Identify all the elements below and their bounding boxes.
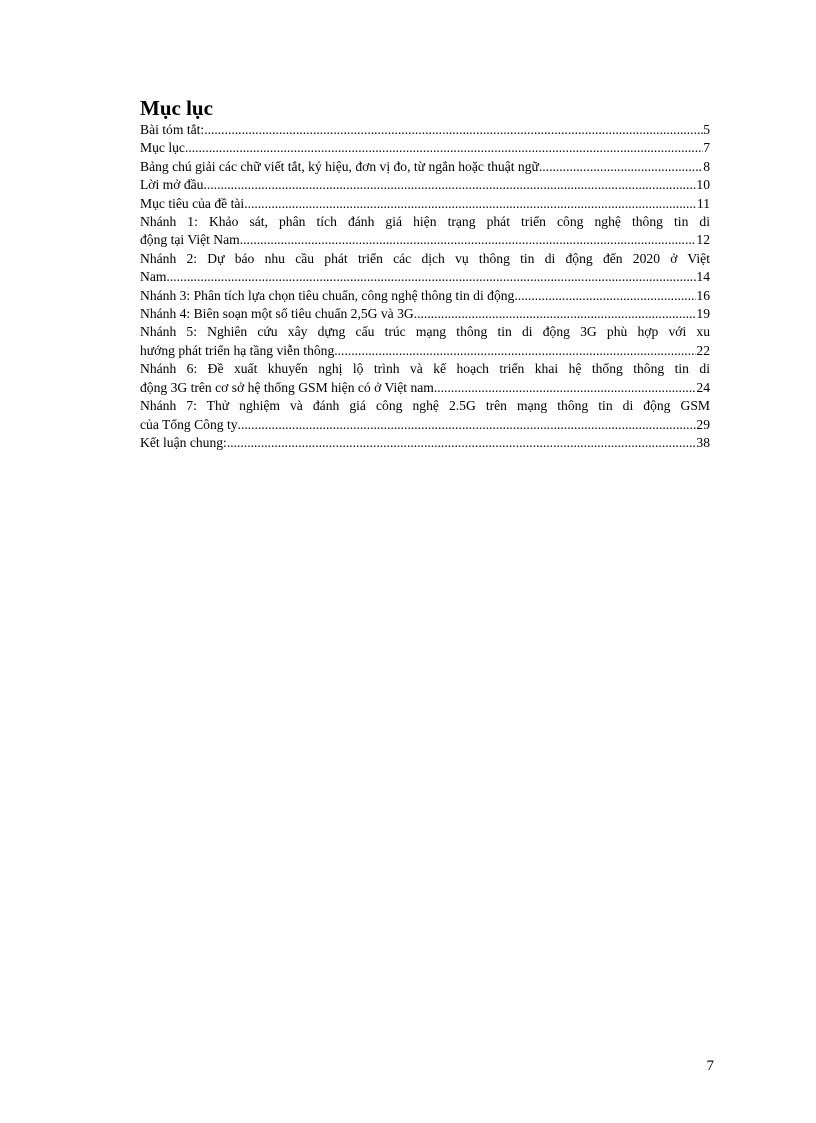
toc-dot-leader	[203, 176, 696, 194]
toc-entry-row	[140, 342, 710, 360]
toc-entry-text: của Tổng Công ty	[140, 416, 238, 432]
toc-dot-leader	[518, 287, 697, 305]
toc-entry[interactable]	[140, 397, 710, 434]
toc-dot-leader	[170, 268, 697, 286]
toc-entry-row	[140, 158, 710, 176]
toc-entry-text: Mục tiêu của đề tài	[140, 195, 245, 211]
toc-dot-leader	[240, 231, 697, 249]
toc-entry-row	[140, 434, 710, 452]
toc-entry-text: động 3G trên cơ sở hệ thống GSM hiện có ở Việt nam.	[140, 379, 438, 395]
toc-title: Mục lục	[140, 96, 213, 120]
toc-entry-first-line: Nhánh 5: Nghiên cứu xây dựng cấu trúc mạng thông tin di động 3G phù hợp với xu	[140, 324, 710, 340]
toc-entry-page: 12	[696, 232, 710, 248]
toc-entry-row	[140, 305, 710, 323]
toc-dot-leader	[539, 158, 703, 176]
toc-entry-page: 14	[696, 269, 710, 285]
toc-entries	[140, 121, 710, 452]
toc-entry-row	[140, 139, 710, 157]
toc-entry-row	[140, 121, 710, 139]
toc-dot-leader	[414, 305, 697, 323]
toc-dot-leader	[437, 379, 696, 397]
toc-entry-row	[140, 416, 710, 434]
toc-entry-text: Bảng chú giải các chữ viết tắt, ký hiệu, đơn vị đo, từ ngắn hoặc thuật ngữ	[140, 158, 539, 174]
toc-entry-text: hướng phát triển hạ tầng viễn thông.	[140, 342, 338, 358]
toc-entry-page: 10	[696, 177, 710, 193]
toc-entry-text: Lời mở đầu	[140, 177, 204, 193]
toc-entry-page: 19	[696, 306, 710, 322]
toc-entry[interactable]	[140, 250, 710, 287]
toc-entry-row	[140, 287, 710, 305]
toc-dot-leader	[338, 342, 697, 360]
toc-entry-text: Kết luận chung:	[140, 434, 227, 450]
toc-entry-page: 5	[703, 122, 710, 137]
toc-entry-text: Nhánh 4: Biên soạn một số tiêu chuẩn 2,5G và 3G	[140, 306, 414, 322]
page-number: 7	[706, 1058, 714, 1074]
toc-dot-leader	[227, 434, 697, 452]
toc-entry-page: 8	[703, 158, 710, 174]
toc-entry[interactable]	[140, 176, 710, 194]
toc-entry-first-line: Nhánh 7: Thử nghiệm và đánh giá công nghệ 2.5G trên mạng thông tin di động GSM	[140, 398, 710, 414]
toc-entry-row	[140, 195, 710, 213]
toc-dot-leader	[244, 195, 697, 213]
toc-entry-row	[140, 176, 710, 194]
table-of-contents	[140, 96, 710, 452]
toc-entry-first-line: Nhánh 6: Đề xuất khuyến nghị lộ trình và kế hoạch triển khai hệ thống thông tin di	[140, 361, 710, 377]
toc-entry-first-line: Nhánh 2: Dự báo nhu cầu phát triển các dịch vụ thông tin di động đến 2020 ở Việt	[140, 250, 710, 266]
toc-entry[interactable]	[140, 360, 710, 397]
toc-dot-leader	[185, 139, 703, 157]
toc-entry[interactable]	[140, 139, 710, 157]
toc-entry-first-line: Nhánh 1: Khảo sát, phân tích đánh giá hiện trạng phát triển công nghệ thông tin di	[140, 214, 710, 230]
toc-entry[interactable]	[140, 323, 710, 360]
toc-entry[interactable]	[140, 158, 710, 176]
toc-entry-page: 22	[696, 342, 710, 358]
toc-entry-page: 38	[696, 434, 710, 450]
toc-entry-text: động tại Việt Nam	[140, 232, 240, 248]
toc-entry[interactable]	[140, 195, 710, 213]
toc-entry-page: 29	[696, 416, 710, 432]
toc-entry-text: Mục lục	[140, 140, 185, 156]
toc-entry-row	[140, 379, 710, 397]
toc-entry-row	[140, 268, 710, 286]
toc-entry[interactable]	[140, 434, 710, 452]
toc-entry[interactable]	[140, 121, 710, 139]
toc-entry-page: 11	[696, 195, 710, 211]
toc-entry[interactable]	[140, 305, 710, 323]
toc-entry-page: 24	[696, 379, 710, 395]
toc-entry-row	[140, 231, 710, 249]
toc-entry-text: Nhánh 3: Phân tích lựa chọn tiêu chuẩn, công nghệ thông tin di động.	[140, 287, 518, 303]
toc-entry[interactable]	[140, 213, 710, 250]
toc-entry-page: 16	[696, 287, 710, 303]
toc-entry[interactable]	[140, 287, 710, 305]
toc-dot-leader	[238, 416, 697, 434]
toc-entry-text: Nam.	[140, 269, 170, 285]
toc-dot-leader	[204, 121, 703, 139]
toc-entry-page: 7	[703, 140, 710, 156]
toc-entry-text: Bài tóm tắt:	[140, 122, 205, 137]
